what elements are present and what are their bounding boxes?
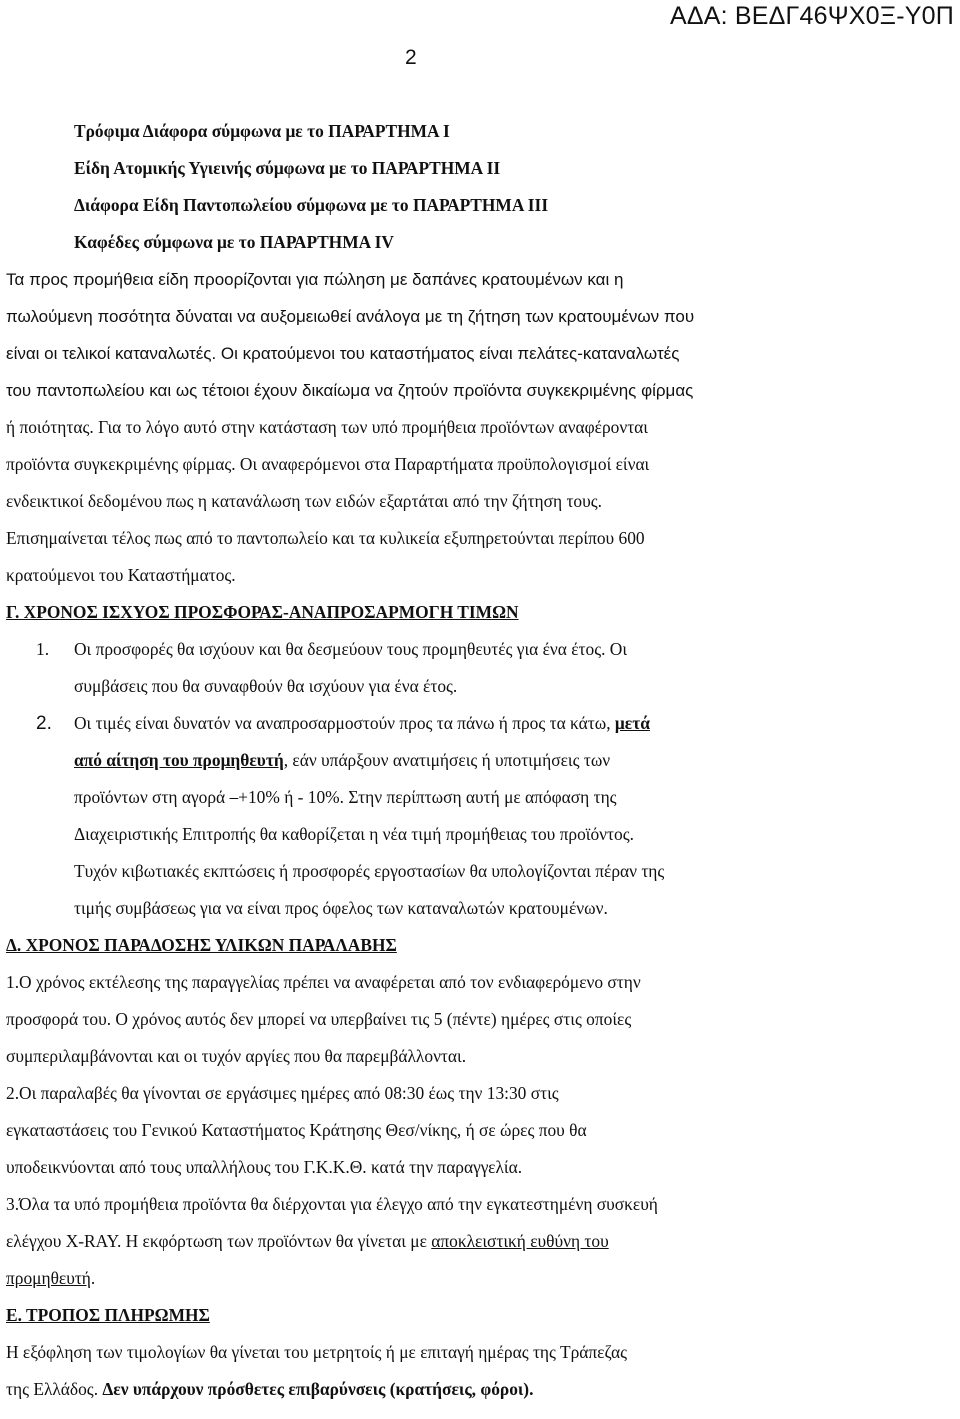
intro-line-4: του παντοπωλείου και ως τέτοιοι έχουν δικαίωμα να ζητούν προϊόντα συγκεκριμένης φίρμας (6, 381, 694, 400)
annex-item-4: Καφέδες σύμφωνα με το ΠΑΡΑΡΤΗΜΑ ΙV (74, 232, 394, 252)
document-body (6, 113, 826, 1408)
section-g-item-2-line-5: Τυχόν κιβωτιακές εκπτώσεις ή προσφορές εργοστασίων θα υπολογίζονται πέραν της (74, 861, 665, 881)
section-g-item-2-line-6: τιμής συμβάσεως για να είναι προς όφελος των καταναλωτών κρατουμένων. (74, 898, 608, 918)
annex-list (6, 113, 826, 261)
intro-line-6: προϊόντα συγκεκριμένης φίρμας. Οι αναφερόμενοι στα Παραρτήματα προϋπολογισμοί είναι (6, 454, 650, 474)
intro-line-9: κρατούμενοι του Καταστήματος. (6, 565, 236, 585)
section-e (6, 1297, 826, 1408)
section-g (6, 594, 826, 927)
section-d-p3-line-1: 3.Όλα τα υπό προμήθεια προϊόντα θα διέρχονται για έλεγχο από την εγκατεστημένη συσκευή (6, 1194, 658, 1214)
section-d-p1-line-1: 1.Ο χρόνος εκτέλεσης της παραγγελίας πρέπει να αναφέρεται από τον ενδιαφερόμενο στην (6, 972, 641, 992)
annex-item-2: Είδη Ατομικής Υγιεινής σύμφωνα με το ΠΑΡΑΡΤΗΜΑ ΙΙ (74, 158, 501, 178)
page-number: 2 (405, 46, 417, 69)
section-g-item-2-line-2: από αίτηση του προμηθευτή, εάν υπάρξουν ανατιμήσεις ή υποτιμήσεις των (74, 750, 611, 770)
section-d-p2-line-3: υποδεικνύονται από τους υπαλλήλους του Γ.Κ.Κ.Θ. κατά την παραγγελία. (6, 1157, 523, 1177)
section-e-line-2: της Ελλάδος. Δεν υπάρχουν πρόσθετες επιβαρύνσεις (κρατήσεις, φόροι). (6, 1379, 534, 1399)
annex-item-3: Διάφορα Είδη Παντοπωλείου σύμφωνα με το ΠΑΡΑΡΤΗΜΑ ΙΙΙ (74, 195, 549, 215)
section-d-title: Δ. ΧΡΟΝΟΣ ΠΑΡΑΔΟΣΗΣ ΥΛΙΚΩΝ ΠΑΡΑΛΑΒΗΣ (6, 935, 397, 955)
intro-line-1: Τα προς προμήθεια είδη προορίζονται για πώληση με δαπάνες κρατουμένων και η (6, 270, 624, 289)
section-e-line-1: Η εξόφληση των τιμολογίων θα γίνεται του μετρητοίς ή με επιταγή ημέρας της Τράπεζας (6, 1342, 628, 1362)
section-d-p1-line-2: προσφορά του. Ο χρόνος αυτός δεν μπορεί να υπερβαίνει τις 5 (πέντε) ημέρες στις οποίες (6, 1009, 632, 1029)
section-d-p2-line-2: εγκαταστάσεις του Γενικού Καταστήματος Κράτησης Θεσ/νίκης, ή σε ώρες που θα (6, 1120, 587, 1140)
section-g-item-2-line-1: 2. Οι τιμές είναι δυνατόν να αναπροσαρμοστούν προς τα πάνω ή προς τα κάτω, μετά (36, 713, 650, 734)
intro-line-3: είναι οι τελικοί καταναλωτές. Οι κρατούμενοι του καταστήματος είναι πελάτες-καταναλωτές (6, 344, 680, 363)
section-d-p2-line-1: 2.Οι παραλαβές θα γίνονται σε εργάσιμες ημέρες από 08:30 έως την 13:30 στις (6, 1083, 559, 1103)
section-e-title: Ε. ΤΡΟΠΟΣ ΠΛΗΡΩΜΗΣ (6, 1305, 210, 1325)
intro-paragraph (6, 261, 826, 594)
annex-item-1: Τρόφιμα Διάφορα σύμφωνα με το ΠΑΡΑΡΤΗΜΑ Ι (74, 121, 450, 141)
ada-code: ΑΔΑ: ΒΕΔΓ46ΨΧ0Ξ-Υ0Π (669, 2, 954, 30)
section-g-item-2-line-4: Διαχειριστικής Επιτροπής θα καθορίζεται η νέα τιμή προμήθειας του προϊόντος. (74, 824, 634, 844)
section-d-p3-line-3: προμηθευτή. (6, 1268, 96, 1288)
section-d-p1-line-3: συμπεριλαμβάνονται και οι τυχόν αργίες που θα παρεμβάλλονται. (6, 1046, 467, 1066)
intro-line-8: Επισημαίνεται τέλος πως από το παντοπωλείο και τα κυλικεία εξυπηρετούνται περίπου 600 (6, 528, 645, 548)
section-g-item-1-line-1: 1. Οι προσφορές θα ισχύουν και θα δεσμεύουν τους προμηθευτές για ένα έτος. Οι (36, 639, 628, 659)
intro-line-7: ενδεικτικοί δεδομένου πως η κατανάλωση των ειδών εξαρτάται από την ζήτηση τους. (6, 491, 602, 511)
section-g-title: Γ. ΧΡΟΝΟΣ ΙΣΧΥΟΣ ΠΡΟΣΦΟΡΑΣ-ΑΝΑΠΡΟΣΑΡΜΟΓΗ ΤΙΜΩΝ (6, 602, 519, 622)
section-g-item-2-line-3: προϊόντων στη αγορά ⎯+10% ή - 10%. Στην περίπτωση αυτή με απόφαση της (74, 787, 617, 807)
section-d-p3-line-2: ελέγχου X-RAY. Η εκφόρτωση των προϊόντων θα γίνεται με αποκλειστική ευθύνη του (6, 1231, 609, 1251)
intro-line-5: ή ποιότητας. Για το λόγο αυτό στην κατάσταση των υπό προμήθεια προϊόντων αναφέρονται (6, 417, 648, 437)
section-d (6, 927, 826, 1297)
section-g-item-1-line-2: συμβάσεις που θα συναφθούν θα ισχύουν για ένα έτος. (74, 676, 458, 696)
intro-line-2: πωλούμενη ποσότητα δύναται να αυξομειωθεί ανάλογα με τη ζήτηση των κρατουμένων που (6, 307, 695, 326)
